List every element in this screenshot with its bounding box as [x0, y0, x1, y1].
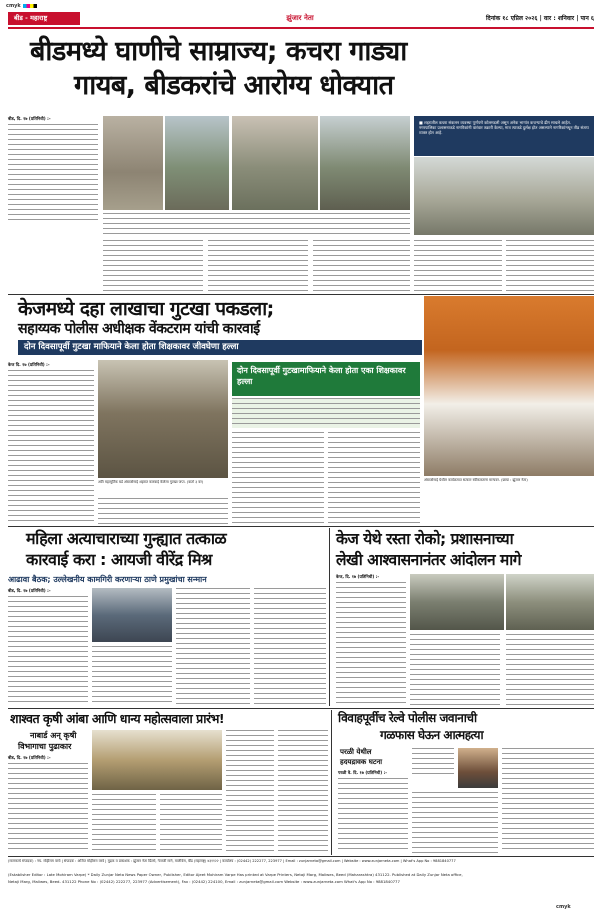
story2-body-col4 [328, 432, 420, 524]
vertical-divider-1 [329, 528, 330, 706]
story6-dateline: परळी वै. दि. १७ (प्रतिनिधी) :- [338, 770, 387, 775]
story6-body-col3 [412, 792, 498, 853]
story1-headline-line2: गायब, बीडकरांचे आरोग्य धोक्यात [74, 70, 394, 101]
story5-headline: शाश्वत कृषी आंबा आणि धान्य महोत्सवाला प्रारंभ! [10, 711, 225, 726]
footer-line1: (मालकाचे संपादक) : नय. मोहीराम वरवे | संपादक : अजित मोहीराम वरवे | मुद्रक व प्रकाशक : झुंजार नेता प्रिंटर्स, नेताजी मार्ग, मालीवेस, बीड (महाराष्ट्र) ४३११२२ | कार्यालय : (02442) 222277, 223977 | Email : zunjarneta@gmail.com | Website : www.zunjarneta.com | What's App No : 9881840777 [8, 859, 456, 863]
story3-headline-line1: महिला अत्याचाराच्या गुन्ह्यात तत्काळ [26, 529, 227, 548]
story6-body-col1 [338, 778, 408, 853]
story1-photo-4 [320, 116, 410, 210]
story4-body-col1 [336, 582, 406, 706]
cmyk-registration-left [6, 3, 37, 9]
divider-2 [8, 526, 594, 527]
story3-subhead: आढावा बैठक; उल्लेखनीय कामगिरी करणाऱ्या ठाणे प्रमुखांचा सन्मान [8, 575, 207, 584]
story2-subhead: दोन दिवसापूर्वी गुटखा माफियाने केला होता शिक्षकावर जीवघेणा हल्ला [18, 340, 422, 355]
story2-photo-gutkha [98, 360, 228, 478]
story1-photo-1 [103, 116, 163, 210]
story1-body-col6 [313, 240, 410, 292]
story5-dateline: बीड, दि. १७ (प्रतिनिधी) :- [8, 755, 51, 760]
story2-headline-line1: केजमध्ये दहा लाखाचा गुटखा पकडला; [18, 298, 274, 320]
story1-highlight-box: ■ शहरातील कचरा संकलन व्यवस्था पूर्णपणे कोलमडली असून अनेक भागांत कचऱ्याचे ढीग साचले आहेत. नगरपालिका प्रशासनाकडे नागरिकांनी वारंवार तक्रारी केल्या, मात्र त्याकडे दुर्लक्ष होत असल्याने नागरिकांमधून तीव्र संताप व्यक्त होत आहे. [414, 116, 594, 156]
story5-body-col5 [278, 730, 328, 853]
dateline-header: दिनांक १८ एप्रिल २०२६ | वार : शनिवार | पान ६ [485, 15, 594, 22]
story6-body-col4 [502, 748, 594, 853]
story3-headline-line2: कारवाई करा : आयजी वीरेंद्र मिश्र [26, 550, 212, 569]
story4-body-col3 [506, 634, 594, 706]
story4-headline-line2: लेखी आश्वासनानंतर आंदोलन मागे [336, 551, 522, 569]
story2-headline-line2: सहाय्यक पोलीस अधीक्षक वेंकटराम यांची कारवाई [18, 321, 260, 337]
story2-photo-felicitation [424, 296, 594, 476]
story3-body-col3 [176, 588, 250, 706]
divider-4 [8, 856, 594, 857]
paper-name: झुंजार नेता [286, 14, 314, 22]
story5-photo [92, 730, 222, 790]
story6-photo [458, 748, 498, 788]
story4-photo-1 [410, 574, 504, 630]
story4-body-col2 [410, 634, 500, 706]
story3-photo [92, 588, 172, 642]
story5-body-col3 [160, 794, 222, 853]
story3-body-col4 [254, 588, 326, 706]
story4-dateline: केज, दि. १७ (प्रतिनिधी) :- [336, 574, 380, 579]
story6-headline-line2: गळफास घेऊन आत्महत्या [380, 728, 484, 742]
story2-caption: अंबाजोगाई येथील कार्यक्रमात सत्कार स्वीकारताना मान्यवर. (छाया : झुंजार नेता) [424, 478, 528, 482]
story5-subhead-line1: नाबार्ड अन् कृषी [30, 731, 77, 740]
story4-headline-line1: केज येथे रस्ता रोको; प्रशासनाच्या [336, 530, 514, 548]
story6-kicker-line1: परळी येथील [340, 748, 372, 756]
story4-photo-2 [506, 574, 594, 630]
cmyk-label-right: cmyk [556, 904, 571, 910]
vertical-divider-2 [331, 710, 332, 855]
story2-photo-caption: अति महामूर्तिक बर्ड अंबाजोगाई शहरात कारवाई केलेला गुटखा जप्त. (वार्ता ३ वर) [98, 480, 204, 484]
story1-dateline: बीड, दि. १७ (प्रतिनिधी) :- [8, 116, 51, 121]
story1-photo-3 [232, 116, 318, 210]
story1-photo-2 [165, 116, 229, 210]
masthead-rule [8, 27, 594, 29]
story1-body-col2 [103, 240, 203, 292]
story2-body-col3 [232, 432, 324, 524]
divider-3 [8, 708, 594, 709]
story1-body-col4 [414, 240, 502, 292]
cmyk-label-left: cmyk [6, 3, 21, 9]
story6-body-col2 [412, 748, 454, 778]
story5-body-col1 [8, 763, 88, 853]
story1-body-col1 [8, 124, 98, 224]
footer-line3: Netaji Marg, Maliwes, Beed- 431122 Phone No : (02442) 222277, 223977 (Advertisement), Fax : (02442) 224100, Email : zunjarneta@gmail.com Website : www.zunjarneta.com What's App No : 9881840777 [8, 879, 400, 884]
section-tag: बीड - महाराष्ट्र [8, 12, 80, 25]
story5-body-col4 [226, 730, 274, 853]
story3-body-col2 [92, 646, 172, 706]
story2-box: दोन दिवसापूर्वी गुटखामाफियाने केला होता एका शिक्षकावर हल्ला [232, 362, 420, 396]
story1-headline-line1: बीडमध्ये घाणीचे साम्राज्य; कचरा गाड्या [30, 36, 407, 67]
color-swatches [23, 4, 37, 8]
story1-photo-5 [414, 157, 594, 235]
story5-body-col2 [92, 794, 156, 853]
story6-headline-line1: विवाहपूर्वीच रेल्वे पोलीस जवानाची [338, 711, 477, 725]
story2-body-col1 [8, 370, 94, 524]
story3-body-col1 [8, 596, 88, 706]
story3-dateline: बीड, दि. १७ (प्रतिनिधी) :- [8, 588, 51, 593]
footer-line2: (Establisher Editor : Late Mohiram Varpe) * Daily Zunjar Neta News Paper Owner, Publisher, Editor Ajeet Mohiram Varpe Has printed at Varpe Printers, Netaji Marg, Maliwes, Beed (Maharashtra) 431122. Published at Daily Zunjar Neta office, [8, 872, 463, 877]
story2-body-col2 [98, 498, 228, 524]
story2-box-body [232, 398, 420, 428]
cmyk-registration-right [556, 904, 571, 910]
story1-body-col5 [506, 240, 594, 292]
story1-photo-captions [103, 213, 410, 238]
divider-1 [8, 294, 594, 295]
story1-body-col3 [208, 240, 308, 292]
story5-subhead-line2: विभागाचा पुढाकार [18, 742, 72, 751]
story2-dateline: केज दि. १७ (प्रतिनिधी) :- [8, 362, 50, 367]
story6-kicker-line2: हदयद्रावक घटना [340, 758, 383, 766]
